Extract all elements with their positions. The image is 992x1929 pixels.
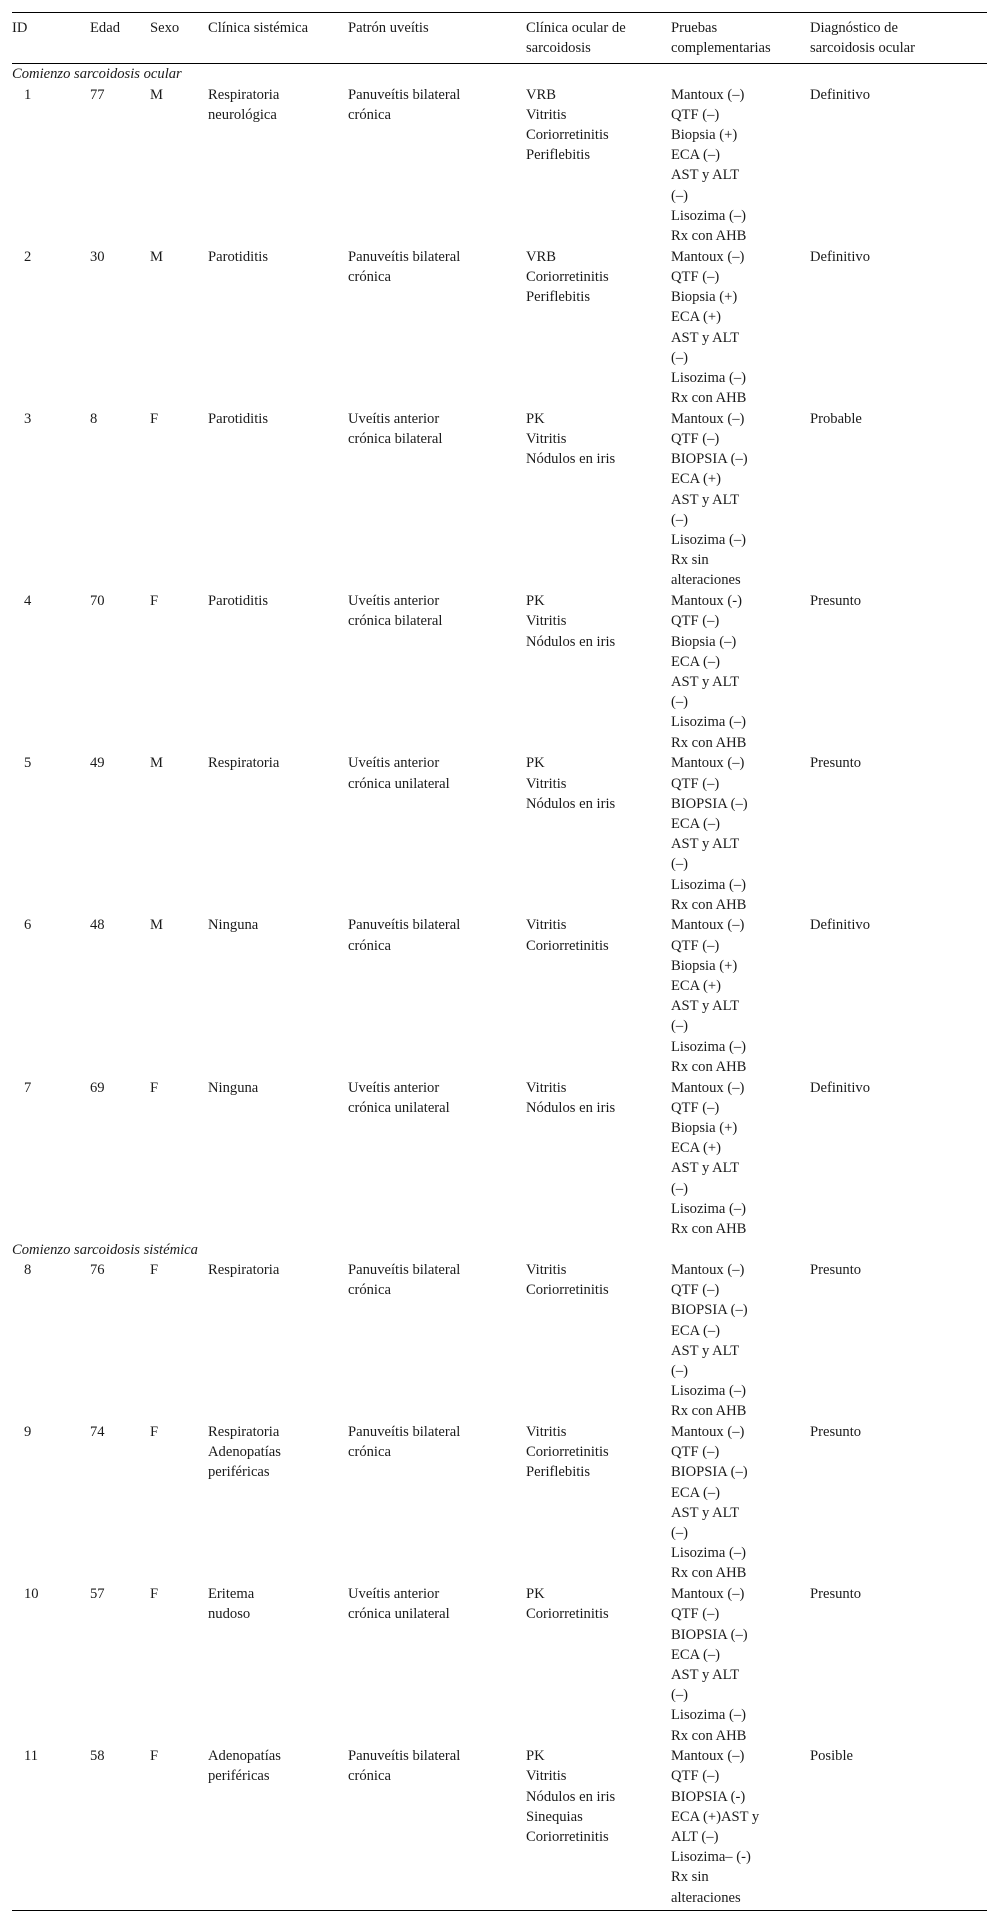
table-row: [12, 915, 987, 1077]
cell-pruebas-line: AST y ALT: [671, 167, 740, 184]
cell-pruebas-line: Biopsia (+): [671, 289, 738, 306]
cell-pruebas-line: Lisozima (–): [671, 1545, 746, 1562]
cell-clinica-ocular: [526, 1422, 671, 1584]
cell-edad: 30: [90, 248, 105, 265]
cell-edad: 58: [90, 1746, 150, 1910]
cell-pruebas-line: QTF (–): [671, 613, 720, 630]
cell-pruebas-line: AST y ALT: [671, 998, 740, 1015]
cell-diagnostico: Definitivo: [810, 248, 870, 265]
cell-pruebas-line: Mantoux (–): [671, 1748, 745, 1765]
cell-clinica-sistemica-line: Parotiditis: [208, 248, 268, 265]
cell-clinica-sistemica-line: periféricas: [208, 1464, 270, 1481]
cell-diagnostico: Presunto: [810, 1261, 862, 1278]
cell-sexo: M: [150, 248, 163, 265]
cell-patron-uveitis-line: Panuveítis bilateral: [348, 1748, 461, 1765]
cell-pruebas-line: ECA (–): [671, 653, 721, 670]
header-patron-uveitis: Patrón uveítis: [348, 13, 526, 64]
section-header-row: [12, 1240, 987, 1260]
cell-pruebas-line: Mantoux (–): [671, 1424, 745, 1441]
table-body: [12, 64, 987, 1910]
cell-clinica-sistemica: [208, 85, 348, 247]
header-clinica-ocular: Clínica ocular de sarcoidosis: [526, 13, 671, 64]
cell-patron-uveitis-line: Panuveítis bilateral: [348, 1261, 461, 1278]
cell-clinica-ocular-line: PK: [526, 755, 545, 772]
cell-pruebas-line: BIOPSIA (-): [671, 1788, 746, 1805]
cell-pruebas-line: QTF (–): [671, 1606, 720, 1623]
cell-pruebas-line: (–): [671, 511, 689, 528]
cell-clinica-ocular-line: Coriorretinitis: [526, 268, 609, 285]
cell-patron-uveitis-line: crónica: [348, 268, 391, 285]
cell-patron-uveitis-line: crónica: [348, 1444, 391, 1461]
cell-pruebas-line: ECA (–): [671, 1322, 721, 1339]
cell-pruebas-line: ECA (+)AST y: [671, 1808, 760, 1825]
cell-sexo: M: [150, 917, 163, 934]
cell-patron-uveitis-line: Panuveítis bilateral: [348, 86, 461, 103]
cell-sexo: F: [150, 410, 159, 427]
cell-clinica-ocular-line: VRB: [526, 248, 557, 265]
section-title: Comienzo sarcoidosis ocular: [12, 66, 182, 83]
cell-pruebas-line: Mantoux (–): [671, 86, 745, 103]
cell-patron-uveitis-line: Panuveítis bilateral: [348, 248, 461, 265]
cell-patron-uveitis: [348, 409, 526, 591]
sarcoidosis-table: [12, 12, 987, 1911]
cell-pruebas-line: AST y ALT: [671, 836, 740, 853]
cell-diagnostico: Definitivo: [810, 1079, 870, 1096]
cell-id: 6: [24, 917, 32, 934]
cell-edad: 8: [90, 410, 98, 427]
cell-pruebas-line: Rx con AHB: [671, 390, 747, 407]
cell-pruebas-line: AST y ALT: [671, 491, 740, 508]
cell-clinica-sistemica: [208, 1584, 348, 1746]
cell-sexo: F: [150, 1746, 208, 1910]
table-row: [12, 247, 987, 409]
cell-clinica-ocular-line: Vitritis: [526, 106, 567, 123]
cell-edad: 48: [90, 917, 105, 934]
cell-clinica-sistemica: [208, 409, 348, 591]
cell-pruebas-line: Lisozima (–): [671, 1707, 746, 1724]
cell-pruebas-line: Mantoux (-): [671, 593, 742, 610]
header-diagnostico: Diagnóstico de sarcoidosis ocular: [810, 13, 987, 64]
cell-clinica-ocular-line: Nódulos en iris: [526, 633, 616, 650]
cell-pruebas-line: Mantoux (–): [671, 1079, 745, 1096]
cell-patron-uveitis-line: crónica unilateral: [348, 1606, 450, 1623]
cell-pruebas-line: QTF (–): [671, 431, 720, 448]
cell-clinica-sistemica-line: neurológica: [208, 106, 277, 123]
cell-clinica-ocular-line: Sinequias: [526, 1808, 583, 1825]
cell-clinica-sistemica-line: Respiratoria: [208, 1261, 280, 1278]
cell-pruebas-line: QTF (–): [671, 1444, 720, 1461]
cell-patron-uveitis-line: Uveítis anterior: [348, 410, 440, 427]
cell-pruebas-line: QTF (–): [671, 1099, 720, 1116]
cell-pruebas: [671, 247, 810, 409]
cell-pruebas: [671, 85, 810, 247]
cell-patron-uveitis: [348, 1078, 526, 1240]
cell-sexo: F: [150, 1586, 159, 1603]
cell-pruebas-line: (–): [671, 856, 689, 873]
cell-edad: 76: [90, 1261, 105, 1278]
cell-patron-uveitis-line: crónica bilateral: [348, 431, 443, 448]
cell-clinica-sistemica-line: Parotiditis: [208, 593, 268, 610]
cell-pruebas-line: Lisozima (–): [671, 1038, 746, 1055]
cell-sexo: M: [150, 86, 163, 103]
cell-edad: 49: [90, 755, 105, 772]
cell-edad: 57: [90, 1586, 105, 1603]
cell-pruebas: [671, 753, 810, 915]
cell-pruebas-line: (–): [671, 1018, 689, 1035]
cell-patron-uveitis: [348, 1746, 526, 1910]
cell-diagnostico: Presunto: [810, 1424, 862, 1441]
cell-clinica-ocular: [526, 591, 671, 753]
cell-clinica-ocular: [526, 85, 671, 247]
table-row: [12, 409, 987, 591]
cell-clinica-ocular-line: Periflebitis: [526, 147, 591, 164]
cell-pruebas-line: ECA (–): [671, 1646, 721, 1663]
cell-pruebas-line: (–): [671, 694, 689, 711]
cell-pruebas-line: AST y ALT: [671, 1160, 740, 1177]
cell-clinica-ocular-line: Nódulos en iris: [526, 795, 616, 812]
cell-pruebas-line: Rx sin: [671, 1869, 709, 1886]
cell-pruebas-line: AST y ALT: [671, 329, 740, 346]
table-row: [12, 1260, 987, 1422]
cell-clinica-ocular-line: Periflebitis: [526, 289, 591, 306]
cell-patron-uveitis: [348, 247, 526, 409]
cell-pruebas-line: QTF (–): [671, 937, 720, 954]
cell-pruebas-line: Mantoux (–): [671, 1261, 745, 1278]
cell-clinica-ocular: [526, 1260, 671, 1422]
cell-clinica-ocular-line: Coriorretinitis: [526, 127, 609, 144]
cell-patron-uveitis-line: Uveítis anterior: [348, 593, 440, 610]
cell-pruebas-line: AST y ALT: [671, 674, 740, 690]
cell-id: 9: [24, 1424, 32, 1441]
cell-patron-uveitis-line: Panuveítis bilateral: [348, 1424, 461, 1441]
cell-pruebas-line: ECA (+): [671, 978, 721, 995]
cell-clinica-ocular-line: Vitritis: [526, 613, 567, 630]
cell-clinica-ocular-line: Vitritis: [526, 431, 567, 448]
cell-patron-uveitis: [348, 1260, 526, 1422]
cell-clinica-ocular-line: Nódulos en iris: [526, 1099, 616, 1116]
cell-edad: 70: [90, 593, 105, 610]
cell-patron-uveitis: [348, 591, 526, 753]
cell-clinica-sistemica-line: Ninguna: [208, 1079, 259, 1096]
cell-clinica-sistemica-line: Eritema: [208, 1586, 255, 1603]
cell-clinica-ocular-line: VRB: [526, 86, 557, 103]
cell-clinica-ocular-line: Coriorretinitis: [526, 1444, 609, 1461]
cell-clinica-ocular-line: PK: [526, 1748, 545, 1765]
cell-patron-uveitis-line: Uveítis anterior: [348, 1079, 440, 1096]
cell-pruebas-line: Rx con AHB: [671, 1565, 747, 1582]
cell-diagnostico: Definitivo: [810, 86, 870, 103]
cell-clinica-sistemica-line: periféricas: [208, 1768, 270, 1785]
cell-clinica-ocular-line: Nódulos en iris: [526, 1788, 616, 1805]
cell-edad: 77: [90, 86, 105, 103]
cell-pruebas-line: Mantoux (–): [671, 755, 745, 772]
section-title: Comienzo sarcoidosis sistémica: [12, 1241, 198, 1258]
cell-clinica-ocular: [526, 247, 671, 409]
cell-clinica-ocular-line: Periflebitis: [526, 1464, 591, 1481]
cell-pruebas-line: ECA (+): [671, 309, 721, 326]
header-clinica-sistemica: Clínica sistémica: [208, 13, 348, 64]
cell-pruebas-line: (–): [671, 1525, 689, 1542]
cell-patron-uveitis-line: crónica unilateral: [348, 1099, 450, 1116]
cell-id: 7: [24, 1079, 32, 1096]
cell-pruebas-line: QTF (–): [671, 1768, 720, 1785]
cell-patron-uveitis-line: crónica unilateral: [348, 775, 450, 792]
cell-id: 10: [24, 1586, 39, 1603]
cell-patron-uveitis-line: crónica: [348, 106, 391, 123]
cell-clinica-sistemica: [208, 247, 348, 409]
cell-pruebas-line: Rx con AHB: [671, 734, 747, 751]
cell-clinica-ocular-line: Vitritis: [526, 917, 567, 934]
cell-clinica-sistemica: [208, 1746, 348, 1910]
cell-clinica-sistemica-line: Respiratoria: [208, 86, 280, 103]
cell-clinica-sistemica-line: Adenopatías: [208, 1748, 281, 1765]
table-row: [12, 1746, 987, 1910]
cell-clinica-ocular-line: PK: [526, 410, 545, 427]
cell-pruebas-line: AST y ALT: [671, 1342, 740, 1359]
cell-sexo: F: [150, 1261, 159, 1278]
cell-pruebas-line: (–): [671, 1180, 689, 1197]
cell-pruebas-line: Rx con AHB: [671, 1058, 747, 1075]
cell-clinica-ocular: [526, 409, 671, 591]
cell-clinica-ocular-line: Vitritis: [526, 1424, 567, 1441]
cell-pruebas-line: QTF (–): [671, 106, 720, 123]
cell-id: 4: [24, 593, 32, 610]
cell-sexo: M: [150, 755, 163, 772]
cell-pruebas-line: Biopsia (+): [671, 127, 738, 144]
cell-clinica-ocular-line: Vitritis: [526, 1079, 567, 1096]
cell-clinica-ocular-line: Vitritis: [526, 1768, 567, 1785]
cell-pruebas-line: Lisozima (–): [671, 1200, 746, 1217]
cell-pruebas-line: (–): [671, 349, 689, 366]
cell-pruebas-line: Biopsia (+): [671, 957, 738, 974]
cell-diagnostico: Presunto: [810, 593, 862, 610]
table-row: [12, 753, 987, 915]
cell-pruebas-line: ECA (–): [671, 147, 721, 164]
cell-pruebas-line: Rx con AHB: [671, 896, 747, 913]
cell-pruebas-line: Biopsia (+): [671, 1119, 738, 1136]
cell-pruebas-line: Lisozima (–): [671, 532, 746, 549]
cell-clinica-ocular: [526, 915, 671, 1077]
cell-clinica-ocular-line: PK: [526, 593, 545, 610]
cell-clinica-ocular-line: Vitritis: [526, 775, 567, 792]
table-row: [12, 1584, 987, 1746]
cell-diagnostico: Posible: [810, 1746, 987, 1910]
cell-pruebas-line: QTF (–): [671, 268, 720, 285]
cell-pruebas-line: Rx sin: [671, 552, 709, 569]
cell-clinica-ocular-line: Vitritis: [526, 1261, 567, 1278]
table-row: [12, 591, 987, 753]
cell-clinica-ocular-line: Coriorretinitis: [526, 937, 609, 954]
cell-clinica-sistemica-line: Ninguna: [208, 917, 259, 934]
cell-pruebas-line: alteraciones: [671, 572, 741, 589]
cell-pruebas-line: ECA (+): [671, 1140, 721, 1157]
cell-pruebas-line: AST y ALT: [671, 1504, 740, 1521]
cell-clinica-sistemica: [208, 753, 348, 915]
cell-clinica-ocular-line: Coriorretinitis: [526, 1829, 609, 1846]
cell-id: 8: [24, 1261, 32, 1278]
cell-clinica-sistemica-line: Adenopatías: [208, 1444, 281, 1461]
table-row: [12, 1078, 987, 1240]
cell-id: 11: [12, 1746, 90, 1910]
cell-pruebas: [671, 1422, 810, 1584]
cell-pruebas-line: ECA (+): [671, 471, 721, 488]
cell-pruebas-line: BIOPSIA (–): [671, 795, 748, 812]
cell-pruebas-line: BIOPSIA (–): [671, 451, 748, 468]
cell-id: 1: [24, 86, 32, 103]
cell-pruebas-line: (–): [671, 1362, 689, 1379]
cell-clinica-sistemica: [208, 1422, 348, 1584]
cell-clinica-ocular: [526, 1078, 671, 1240]
cell-clinica-ocular: [526, 753, 671, 915]
cell-pruebas: [671, 1584, 810, 1746]
cell-pruebas: [671, 1078, 810, 1240]
cell-pruebas-line: Mantoux (–): [671, 917, 745, 934]
cell-patron-uveitis-line: Uveítis anterior: [348, 1586, 440, 1603]
cell-edad: 69: [90, 1079, 105, 1096]
cell-diagnostico: Presunto: [810, 1586, 862, 1603]
cell-patron-uveitis: [348, 1584, 526, 1746]
cell-clinica-ocular-line: PK: [526, 1586, 545, 1603]
cell-clinica-sistemica: [208, 1078, 348, 1240]
cell-pruebas-line: Lisozima– (-): [671, 1849, 751, 1866]
cell-clinica-sistemica-line: Respiratoria: [208, 755, 280, 772]
cell-diagnostico: Probable: [810, 410, 862, 427]
cell-diagnostico: Presunto: [810, 755, 862, 772]
cell-pruebas: [671, 591, 810, 753]
cell-pruebas-line: Rx con AHB: [671, 1220, 747, 1237]
cell-id: 3: [24, 410, 32, 427]
cell-pruebas: [671, 915, 810, 1077]
cell-patron-uveitis-line: crónica: [348, 1768, 391, 1785]
cell-patron-uveitis: [348, 1422, 526, 1584]
cell-pruebas-line: Lisozima (–): [671, 1383, 746, 1400]
cell-clinica-sistemica-line: nudoso: [208, 1606, 251, 1623]
cell-clinica-sistemica: [208, 1260, 348, 1422]
cell-pruebas-line: QTF (–): [671, 1282, 720, 1299]
cell-sexo: F: [150, 593, 159, 610]
cell-pruebas-line: (–): [671, 187, 689, 204]
cell-patron-uveitis: [348, 753, 526, 915]
cell-clinica-ocular-line: Coriorretinitis: [526, 1606, 609, 1623]
cell-clinica-sistemica: [208, 915, 348, 1077]
cell-clinica-sistemica-line: Parotiditis: [208, 410, 268, 427]
cell-pruebas: [671, 409, 810, 591]
cell-pruebas-line: AST y ALT: [671, 1666, 740, 1683]
cell-diagnostico: Definitivo: [810, 917, 870, 934]
header-id: ID: [12, 13, 90, 64]
cell-clinica-ocular-line: Nódulos en iris: [526, 451, 616, 468]
cell-pruebas-line: Lisozima (–): [671, 714, 746, 731]
cell-pruebas-line: alteraciones: [671, 1889, 741, 1906]
cell-pruebas: [671, 1260, 810, 1422]
cell-patron-uveitis: [348, 85, 526, 247]
cell-pruebas-line: ECA (–): [671, 1484, 721, 1501]
header-row: [12, 13, 987, 64]
header-pruebas: Pruebas complementarias: [671, 13, 810, 64]
cell-patron-uveitis-line: crónica: [348, 1282, 391, 1299]
cell-clinica-sistemica: [208, 591, 348, 753]
header-sexo: Sexo: [150, 13, 208, 64]
cell-pruebas-line: Rx con AHB: [671, 1727, 747, 1744]
cell-clinica-ocular: [526, 1584, 671, 1746]
cell-patron-uveitis: [348, 915, 526, 1077]
cell-pruebas-line: QTF (–): [671, 775, 720, 792]
cell-id: 5: [24, 755, 32, 772]
section-header-row: [12, 64, 987, 85]
cell-clinica-ocular-line: Coriorretinitis: [526, 1282, 609, 1299]
cell-sexo: F: [150, 1424, 159, 1441]
cell-pruebas-line: Lisozima (–): [671, 207, 746, 224]
cell-pruebas: [671, 1746, 810, 1910]
cell-pruebas-line: Biopsia (–): [671, 633, 737, 650]
cell-pruebas-line: BIOPSIA (–): [671, 1464, 748, 1481]
cell-pruebas-line: Lisozima (–): [671, 876, 746, 893]
cell-patron-uveitis-line: crónica bilateral: [348, 613, 443, 630]
cell-pruebas-line: Rx con AHB: [671, 1403, 747, 1420]
cell-edad: 74: [90, 1424, 105, 1441]
cell-id: 2: [24, 248, 32, 265]
cell-pruebas-line: BIOPSIA (–): [671, 1626, 748, 1643]
cell-pruebas-line: Mantoux (–): [671, 1586, 745, 1603]
cell-clinica-sistemica-line: Respiratoria: [208, 1424, 280, 1441]
cell-pruebas-line: ALT (–): [671, 1829, 719, 1846]
cell-pruebas-line: (–): [671, 1687, 689, 1704]
header-edad: Edad: [90, 13, 150, 64]
cell-pruebas-line: Mantoux (–): [671, 410, 745, 427]
cell-patron-uveitis-line: Panuveítis bilateral: [348, 917, 461, 934]
cell-pruebas-line: Lisozima (–): [671, 369, 746, 386]
cell-clinica-ocular: [526, 1746, 671, 1910]
cell-patron-uveitis-line: crónica: [348, 937, 391, 954]
cell-pruebas-line: ECA (–): [671, 815, 721, 832]
cell-pruebas-line: Mantoux (–): [671, 248, 745, 265]
cell-patron-uveitis-line: Uveítis anterior: [348, 755, 440, 772]
cell-pruebas-line: BIOPSIA (–): [671, 1302, 748, 1319]
table-row: [12, 85, 987, 247]
table-row: [12, 1422, 987, 1584]
cell-pruebas-line: Rx con AHB: [671, 228, 747, 245]
cell-sexo: F: [150, 1079, 159, 1096]
